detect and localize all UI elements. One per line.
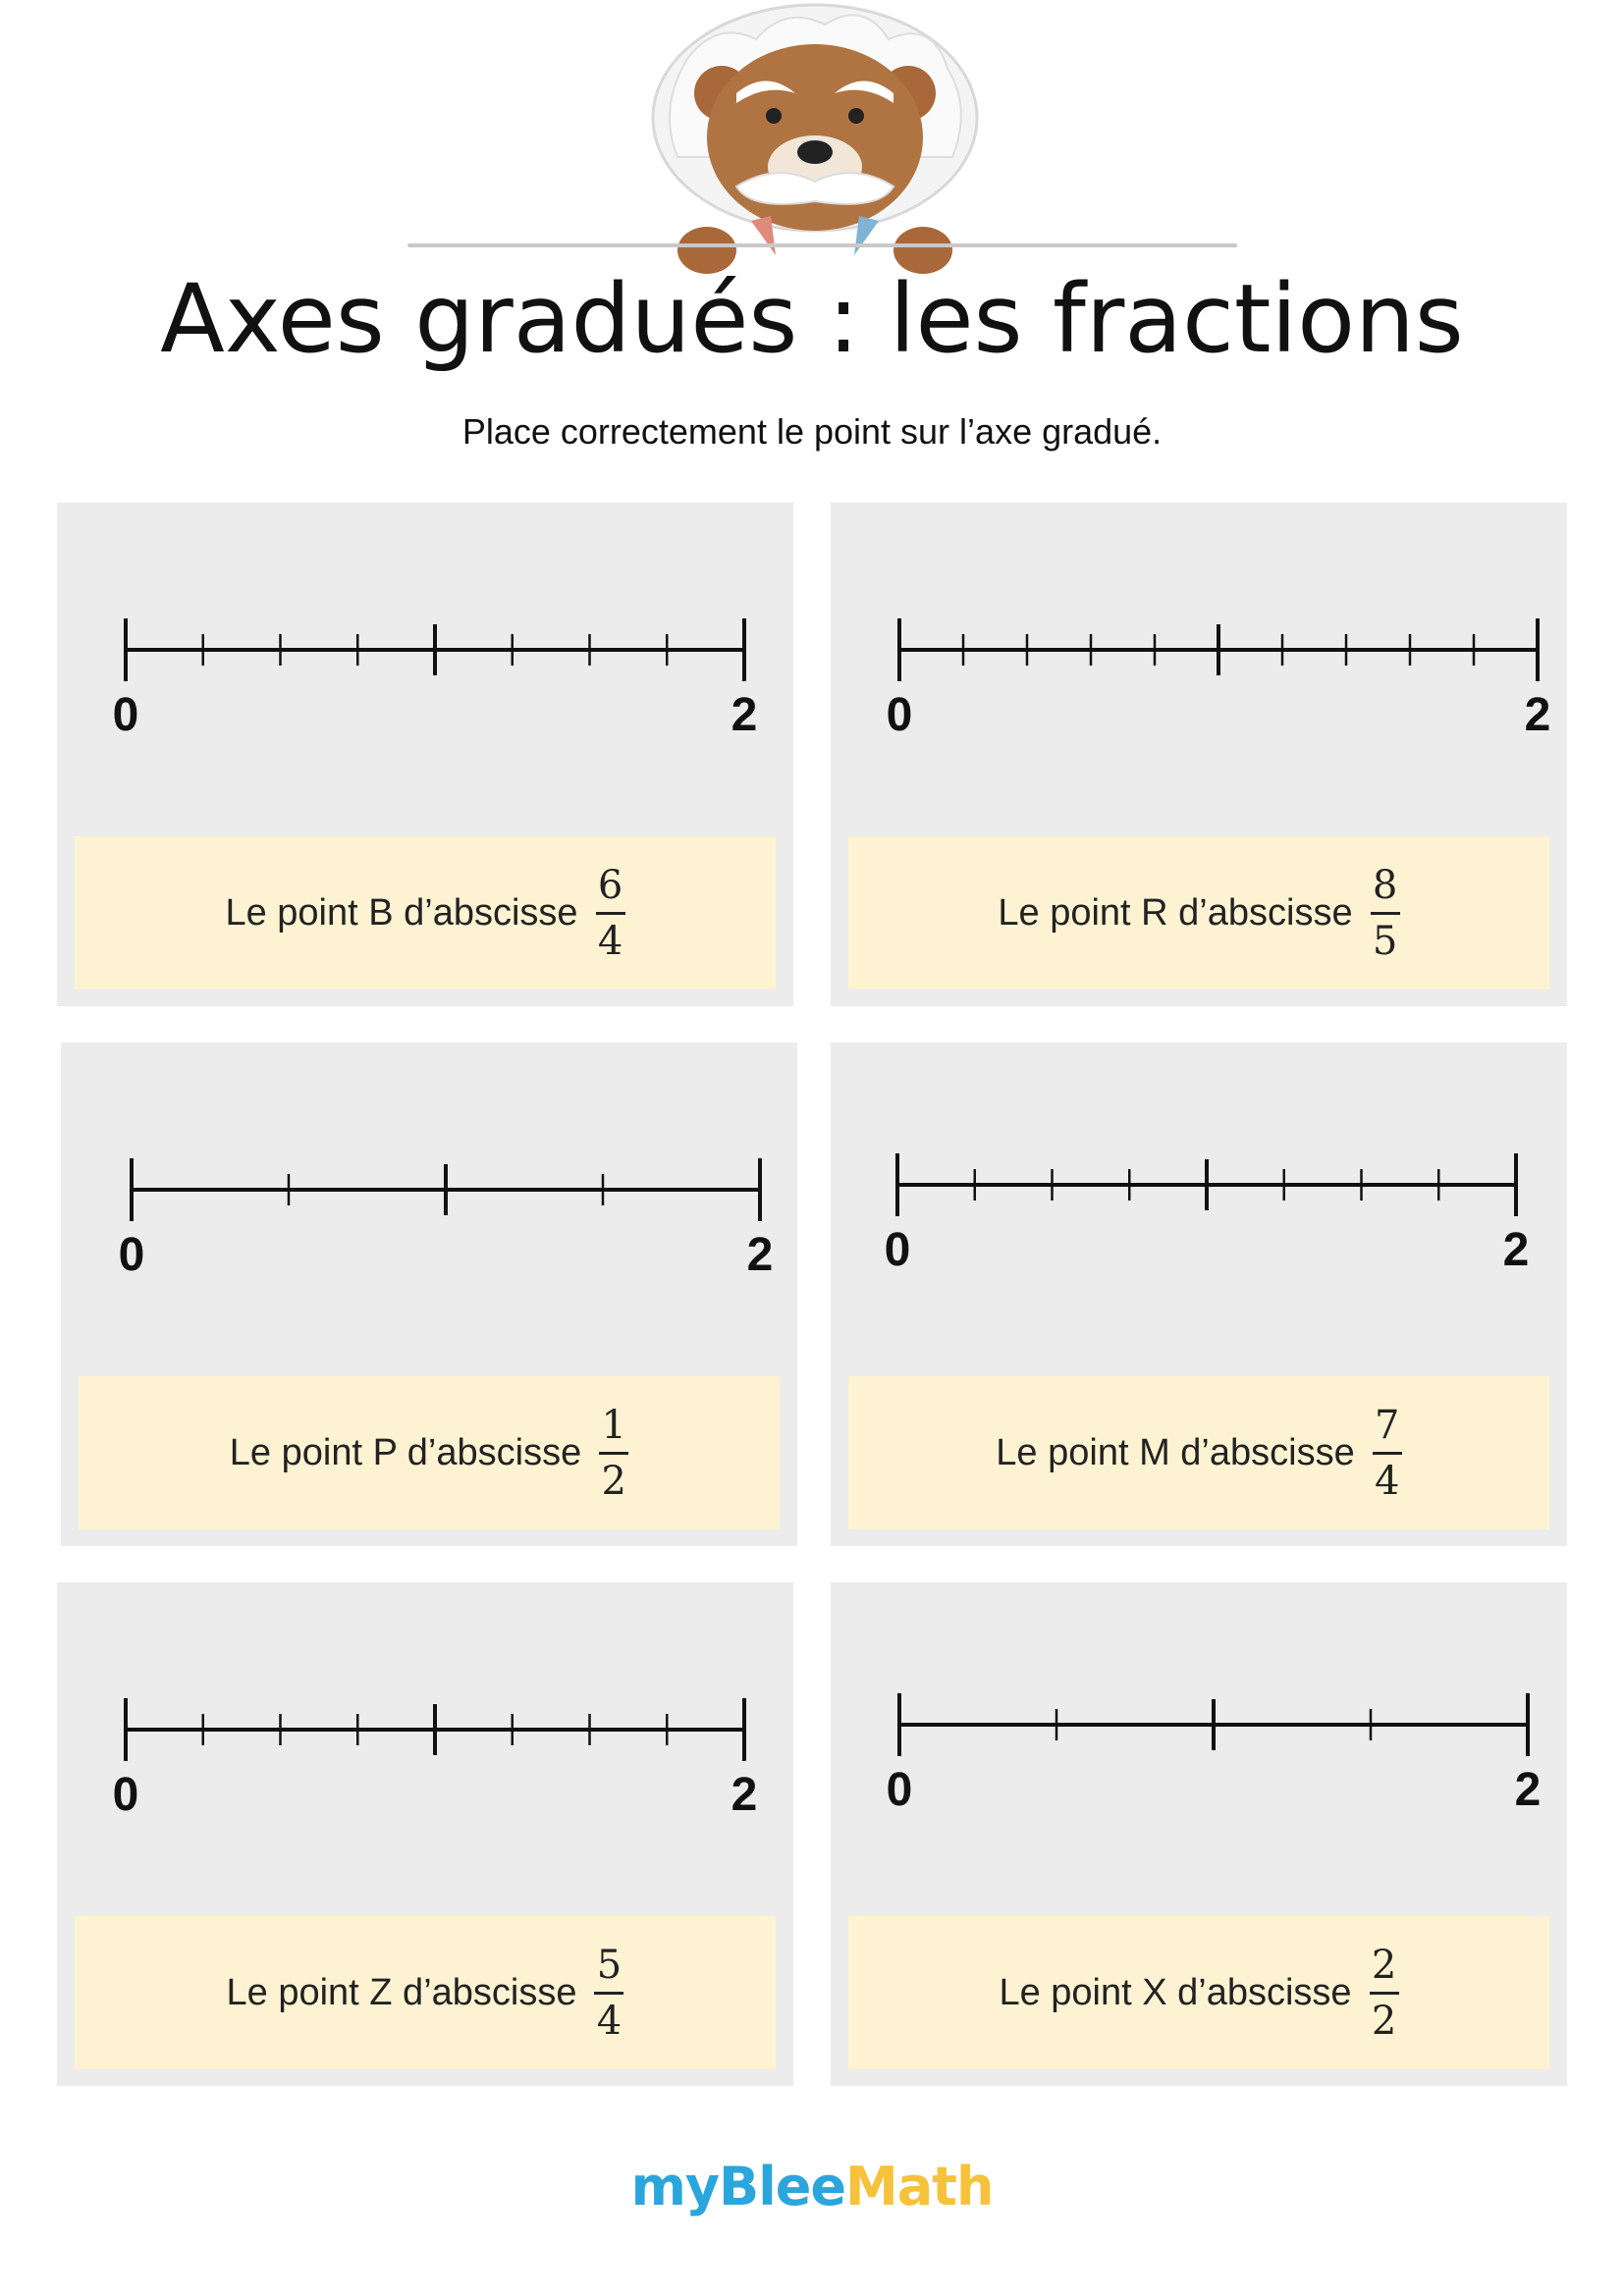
fraction-bar	[1373, 1452, 1402, 1455]
brand-part-1: myBlee	[630, 2156, 845, 2217]
axis-end-label: 2	[1524, 689, 1551, 741]
fraction	[596, 863, 625, 964]
point-label: Le point X d’abscisse	[999, 1971, 1352, 2013]
axis-start-label: 0	[886, 689, 913, 741]
exercise-card	[831, 503, 1567, 1006]
mascot-illustration	[628, 0, 1001, 285]
axis-start-label: 0	[886, 1764, 913, 1816]
number-line[interactable]	[57, 503, 793, 758]
fraction-denominator: 5	[1372, 918, 1398, 964]
exercise-card	[57, 503, 793, 1006]
brand-part-2: Math	[844, 2156, 994, 2217]
axis-end-label: 2	[731, 689, 758, 741]
number-line[interactable]	[831, 1582, 1567, 1838]
fraction	[1371, 863, 1400, 964]
point-instruction-box	[79, 1376, 780, 1529]
instruction-text: Place correctement le point sur l’axe gradué.	[461, 411, 1163, 452]
exercise-card	[57, 1582, 793, 2086]
axis-end-label: 2	[1502, 1224, 1530, 1276]
fraction-denominator: 4	[597, 918, 623, 964]
page-title: Axes gradués : les fractions	[160, 264, 1464, 374]
exercise-card	[831, 1582, 1567, 2086]
fraction-bar	[1370, 1992, 1399, 1995]
fraction-denominator: 2	[601, 1458, 626, 1504]
number-line[interactable]	[57, 1582, 793, 1838]
header-divider	[407, 243, 1237, 247]
fraction-bar	[599, 1452, 628, 1455]
fraction-numerator: 2	[1371, 1942, 1397, 1988]
exercise-card	[831, 1042, 1567, 1546]
fraction-numerator: 1	[601, 1402, 626, 1448]
axis-start-label: 0	[884, 1224, 911, 1276]
number-line[interactable]	[61, 1042, 797, 1298]
fraction	[1373, 1403, 1402, 1504]
fraction-bar	[594, 1992, 623, 1995]
fraction-numerator: 8	[1372, 862, 1398, 908]
point-label: Le point P d’abscisse	[229, 1431, 582, 1473]
axis-start-label: 0	[112, 689, 139, 741]
fraction-denominator: 2	[1371, 1998, 1397, 2044]
point-instruction-box	[75, 836, 776, 989]
fraction-bar	[596, 912, 625, 915]
fraction	[594, 1943, 623, 2044]
exercise-card	[61, 1042, 797, 1546]
axis-end-label: 2	[731, 1769, 758, 1821]
number-line[interactable]	[831, 1042, 1567, 1298]
fraction-denominator: 4	[596, 1998, 623, 2044]
fraction	[1370, 1943, 1399, 2044]
point-instruction-box	[848, 836, 1549, 989]
point-instruction-box	[848, 1376, 1549, 1529]
number-line[interactable]	[831, 503, 1567, 758]
brand-logo	[0, 2156, 1624, 2217]
point-instruction-box	[848, 1916, 1549, 2069]
point-instruction-box	[75, 1916, 776, 2069]
point-label: Le point B d’abscisse	[225, 891, 578, 934]
fraction-numerator: 7	[1374, 1402, 1400, 1448]
point-label: Le point Z d’abscisse	[226, 1971, 577, 2013]
axis-end-label: 2	[1514, 1764, 1542, 1816]
fraction	[599, 1403, 628, 1504]
fraction-denominator: 4	[1374, 1458, 1400, 1504]
axis-start-label: 0	[112, 1769, 139, 1821]
fraction-numerator: 5	[596, 1942, 623, 1988]
fraction-numerator: 6	[597, 862, 623, 908]
point-label: Le point M d’abscisse	[996, 1431, 1355, 1473]
axis-start-label: 0	[118, 1229, 145, 1281]
fraction-bar	[1371, 912, 1400, 915]
axis-end-label: 2	[746, 1229, 774, 1281]
point-label: Le point R d’abscisse	[998, 891, 1353, 934]
